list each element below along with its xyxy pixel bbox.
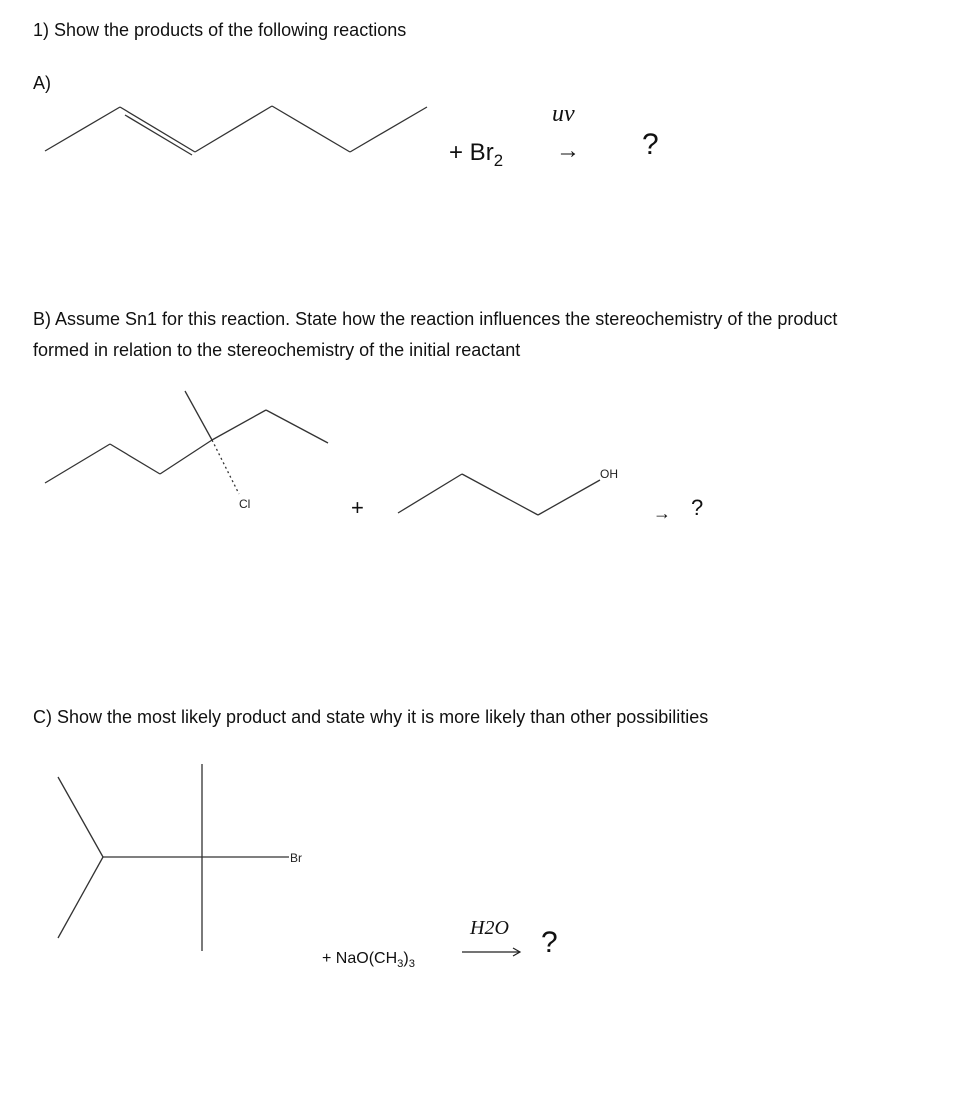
part-b-plus: + xyxy=(351,495,364,520)
part-c-reagent-close: ) xyxy=(403,950,409,967)
part-c-condition: H2O xyxy=(470,917,509,939)
part-b-prompt-line1: B) Assume Sn1 for this reaction. State how the reaction influences the stereochemistry of the product xyxy=(33,309,838,329)
part-c-prompt: C) Show the most likely product and state why it is more likely than other possibilities xyxy=(33,707,709,727)
part-a-arrow: → xyxy=(556,137,580,164)
part-c-reagent-subscript2: 3 xyxy=(408,958,415,971)
part-a-reagent xyxy=(449,139,504,170)
part-b-arrow: → xyxy=(653,503,671,523)
part-c-atom-br: Br xyxy=(290,851,302,865)
part-b-product: ? xyxy=(691,495,704,520)
part-c-reagent-text: + NaO(CH xyxy=(322,950,398,967)
part-b-atom-cl: Cl xyxy=(239,497,251,511)
part-a-label: A) xyxy=(33,73,51,93)
question-title: 1) Show the products of the following reactions xyxy=(33,20,407,40)
part-a-reagent-text: + Br xyxy=(449,139,494,166)
part-a-product: ? xyxy=(642,128,659,161)
part-a-condition: uv xyxy=(552,101,575,127)
part-b-atom-oh: OH xyxy=(600,467,618,481)
part-c-reagent-subscript: 3 xyxy=(397,958,404,971)
part-b-prompt-line2: formed in relation to the stereochemistry of the initial reactant xyxy=(33,340,521,360)
part-a-reagent-subscript: 2 xyxy=(493,150,504,170)
part-c-reagent xyxy=(322,948,415,970)
part-c-product: ? xyxy=(541,926,558,959)
